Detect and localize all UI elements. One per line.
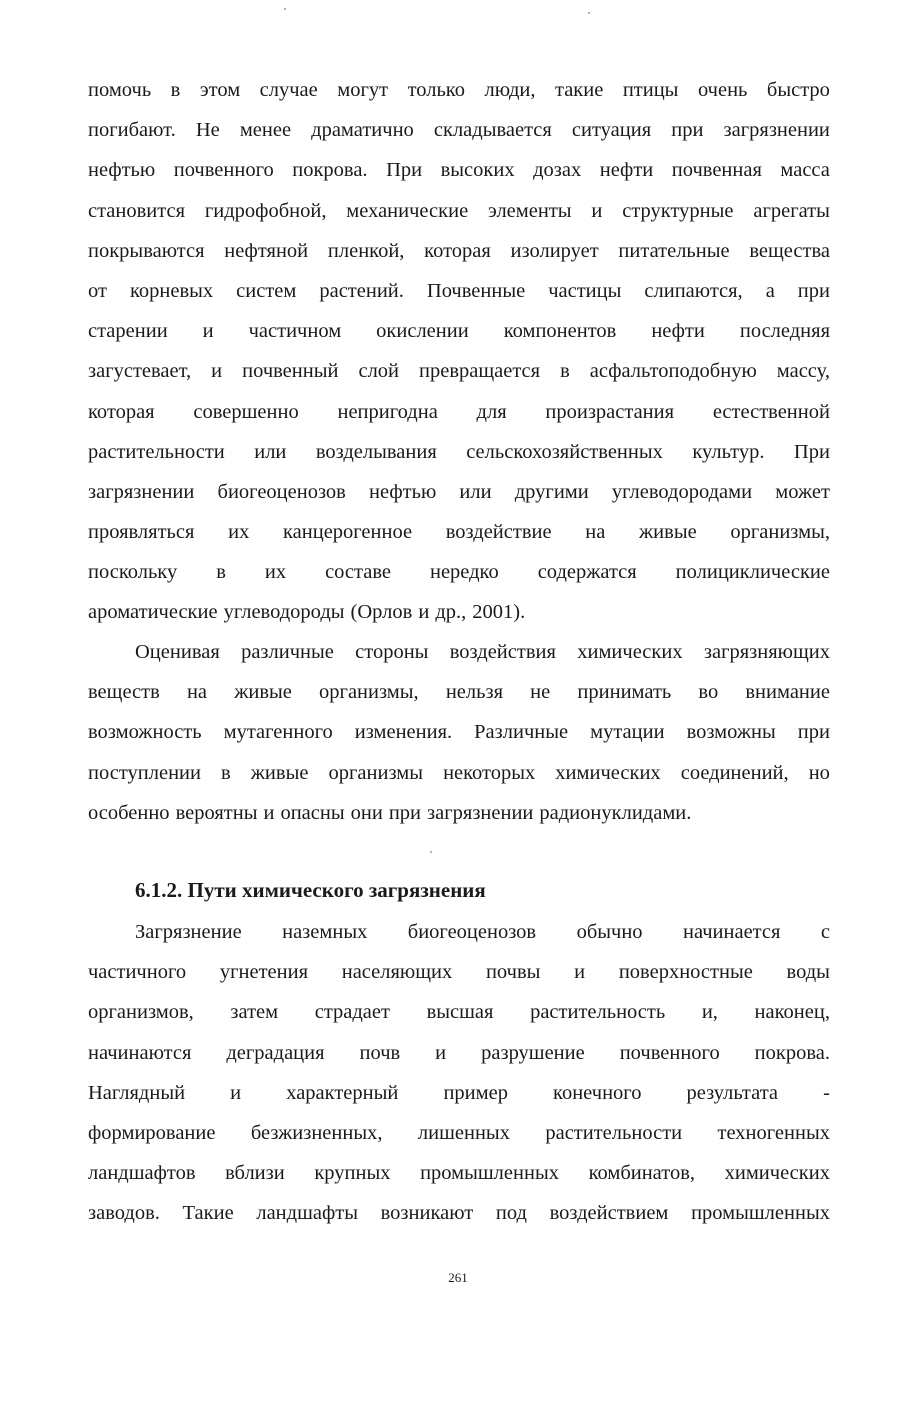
- text-line: поступлении в живые организмы некоторых химических соединений, но: [88, 761, 830, 784]
- text-line: загрязнении биогеоценозов нефтью или другими углеводородами может: [88, 480, 830, 503]
- text-line: Загрязнение наземных биогеоценозов обычно начинается с: [135, 921, 830, 943]
- text-line: покрываются нефтяной пленкой, которая изолирует питательные вещества: [88, 239, 830, 262]
- text-line: становится гидрофобной, механические элементы и структурные агрегаты: [88, 199, 830, 222]
- text-line: организмов, затем страдает высшая растительность и, наконец,: [88, 1001, 830, 1024]
- text-line: формирование безжизненных, лишенных растительности техногенных: [88, 1121, 830, 1144]
- text-line: старении и частичном окислении компонентов нефти последняя: [88, 320, 830, 343]
- text-line: которая совершенно непригодна для произрастания естественной: [88, 400, 830, 423]
- text-line: начинаются деградация почв и разрушение почвенного покрова.: [88, 1041, 830, 1064]
- paragraph-2: [88, 632, 830, 833]
- text-line: проявляться их канцерогенное воздействие на живые организмы,: [88, 521, 830, 544]
- paragraph-1: [88, 70, 830, 633]
- text-line: ландшафтов вблизи крупных промышленных комбинатов, химических: [88, 1162, 830, 1185]
- text-line: загустевает, и почвенный слой превращается в асфальтоподобную массу,: [88, 360, 830, 383]
- text-line: возможность мутагенного изменения. Различные мутации возможны при: [88, 721, 830, 744]
- scan-speck: [588, 12, 590, 14]
- text-line: веществ на живые организмы, нельзя не принимать во внимание: [88, 681, 830, 704]
- text-line: растительности или возделывания сельскохозяйственных культур. При: [88, 440, 830, 463]
- text-line: заводов. Такие ландшафты возникают под воздействием промышленных: [88, 1202, 830, 1225]
- text-line: поскольку в их составе нередко содержатся полициклические: [88, 561, 830, 584]
- text-line: частичного угнетения населяющих почвы и поверхностные воды: [88, 961, 830, 984]
- paragraph-3: [88, 912, 830, 1234]
- text-line: Оценивая различные стороны воздействия химических загрязняющих: [135, 641, 830, 663]
- text-line: Наглядный и характерный пример конечного результата -: [88, 1081, 830, 1104]
- text-line: особенно вероятны и опасны они при загрязнении радионуклидами.: [88, 801, 692, 824]
- text-line: от корневых систем растений. Почвенные частицы слипаются, а при: [88, 279, 830, 302]
- scan-speck: [430, 851, 432, 853]
- page-number: 261: [448, 1270, 468, 1285]
- text-line: погибают. Не менее драматично складывается ситуация при загрязнении: [88, 119, 830, 142]
- section-heading: 6.1.2. Пути химического загрязнения: [135, 878, 486, 902]
- text-line: ароматические углеводороды (Орлов и др., 2001).: [88, 601, 526, 624]
- text-line: нефтью почвенного покрова. При высоких дозах нефти почвенная масса: [88, 159, 830, 182]
- scan-speck: [284, 8, 286, 10]
- text-line: помочь в этом случае могут только люди, такие птицы очень быстро: [88, 79, 830, 101]
